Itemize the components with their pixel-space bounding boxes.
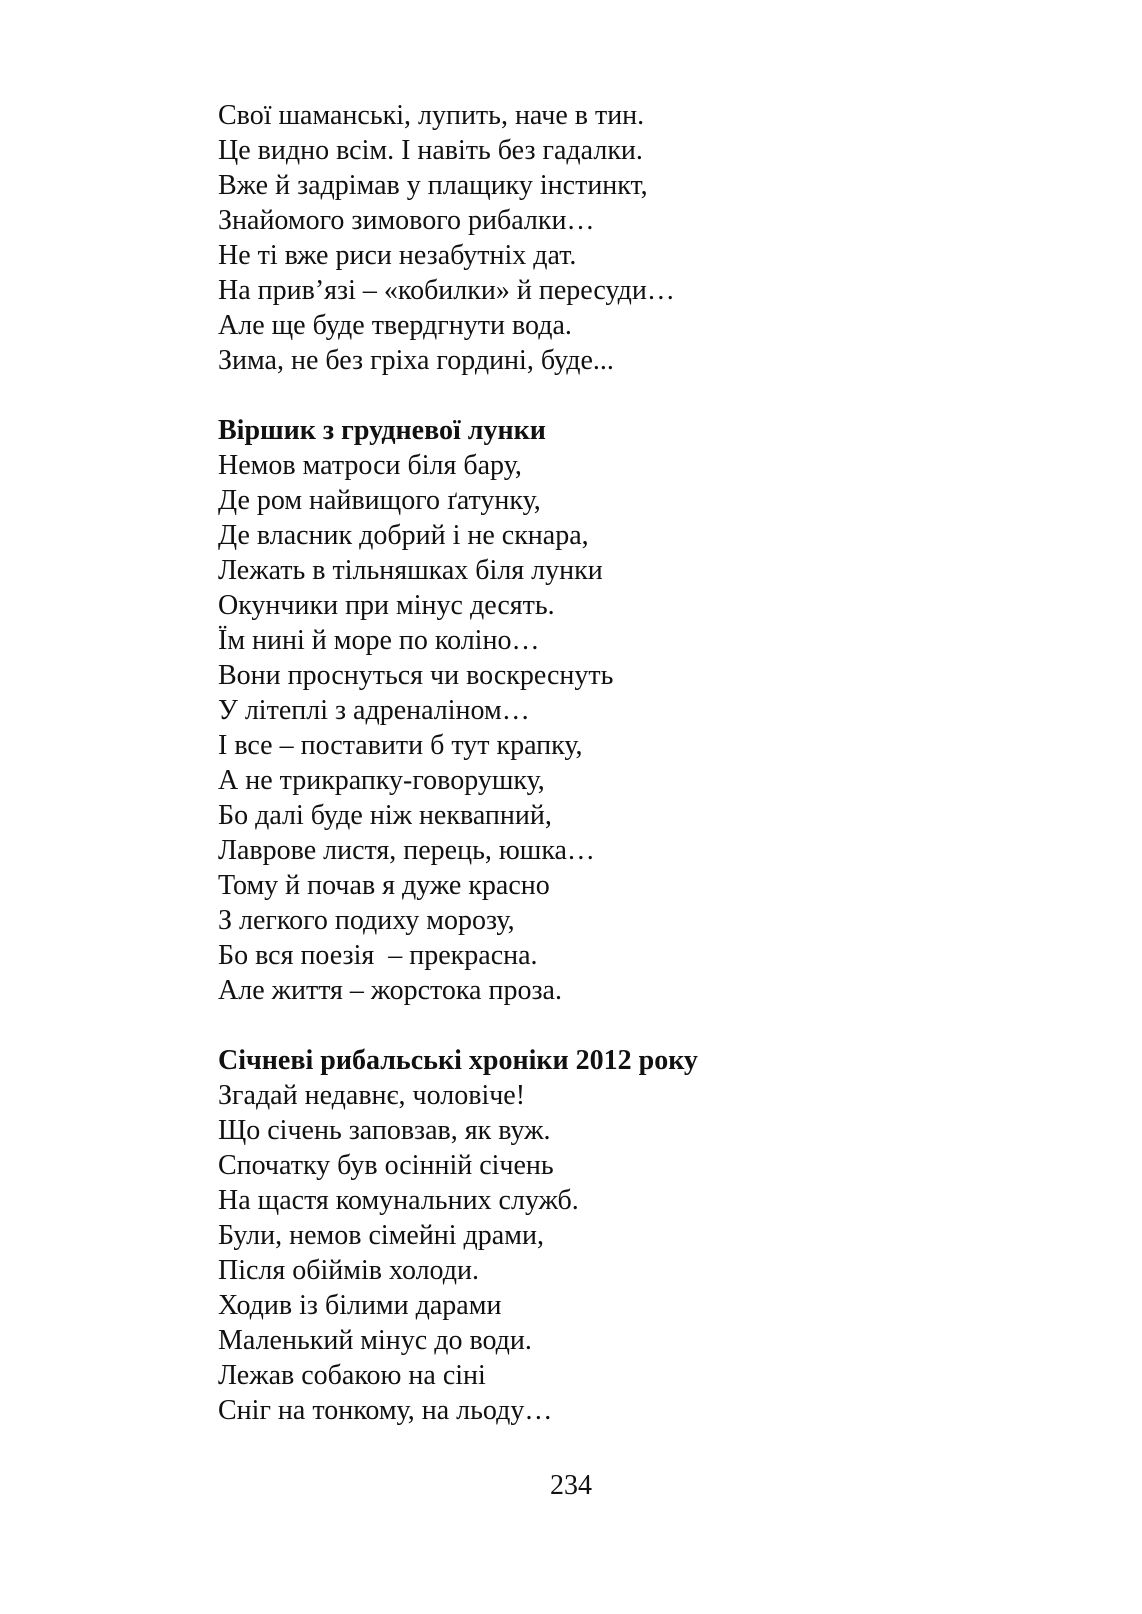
verse-line: Вже й задрімав у плащику інстинкт, [218, 170, 648, 201]
stanza-gap [218, 1008, 1078, 1043]
verse-line: Де ром найвищого ґатунку, [218, 485, 541, 516]
page-number: 234 [550, 1470, 592, 1501]
verse-line: Свої шаманські, лупить, наче в тин. [218, 100, 645, 131]
poem-january-chronicles [218, 1043, 1078, 1428]
verse-line: Ходив із білими дарами [218, 1290, 502, 1321]
verse-line: Маленький мінус до води. [218, 1325, 532, 1356]
poem-fragment-continued [218, 98, 1078, 378]
page-text [218, 98, 1078, 1428]
verse-line: Сніг на тонкому, на льоду… [218, 1395, 553, 1426]
verse-line: Але життя – жорстока проза. [218, 975, 562, 1006]
verse-line: Окунчики при мінус десять. [218, 590, 555, 621]
verse-line: Зима, не без гріха гордині, буде... [218, 345, 614, 376]
verse-line: Згадай недавнє, чоловіче! [218, 1080, 526, 1111]
verse-line: Їм нині й море по коліно… [218, 625, 540, 656]
verse-line: Вони проснуться чи воскреснуть [218, 660, 614, 691]
verse-line: А не трикрапку-говорушку, [218, 765, 545, 796]
verse-line: Лежать в тільняшках біля лунки [218, 555, 603, 586]
poem-title: Віршик з грудневої лунки [218, 415, 546, 446]
verse-line: Лежав собакою на сіні [218, 1360, 486, 1391]
verse-line: На прив’язі – «кобилки» й пересуди… [218, 275, 675, 306]
verse-line: Знайомого зимового рибалки… [218, 205, 595, 236]
verse-line: Були, немов сімейні драми, [218, 1220, 544, 1251]
verse-line: Спочатку був осінній січень [218, 1150, 554, 1181]
verse-line: З легкого подиху морозу, [218, 905, 515, 936]
verse-line: Немов матроси біля бару, [218, 450, 522, 481]
verse-line: Не ті вже риси незабутніх дат. [218, 240, 577, 271]
verse-line: Бо далі буде ніж неквапний, [218, 800, 552, 831]
verse-line: Але ще буде твердгнути вода. [218, 310, 572, 341]
verse-line: І все – поставити б тут крапку, [218, 730, 583, 761]
verse-line: Після обіймів холоди. [218, 1255, 479, 1286]
verse-line: У літеплі з адреналіном… [218, 695, 530, 726]
verse-line: Лаврове листя, перець, юшка… [218, 835, 595, 866]
verse-line: На щастя комунальних служб. [218, 1185, 579, 1216]
stanza-gap [218, 378, 1078, 413]
poem-title: Січневі рибальські хроніки 2012 року [218, 1045, 698, 1076]
verse-line: Бо вся поезія – прекрасна. [218, 940, 538, 971]
verse-line: Що січень заповзав, як вуж. [218, 1115, 551, 1146]
verse-line: Це видно всім. І навіть без гадалки. [218, 135, 643, 166]
verse-line: Тому й почав я дуже красно [218, 870, 550, 901]
verse-line: Де власник добрий і не скнара, [218, 520, 589, 551]
poem-december-hole [218, 413, 1078, 1008]
